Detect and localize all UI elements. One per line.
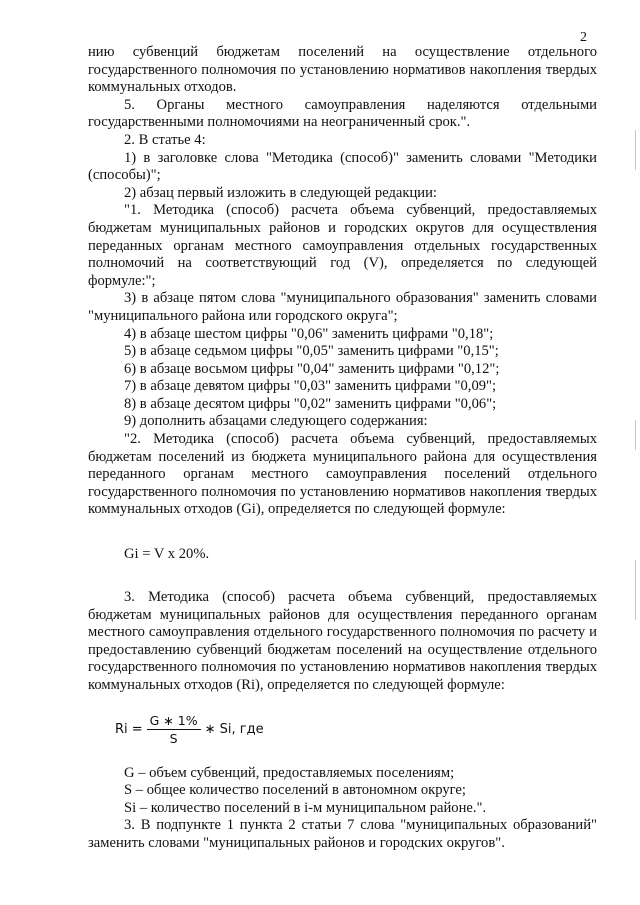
paragraph-item-5: 5. Органы местного самоуправления наделяются отдельными государственными полномочиями на неограниченный срок.". bbox=[88, 96, 597, 131]
scan-edge-mark bbox=[635, 560, 636, 620]
paragraph-continuation: нию субвенций бюджетам поселений на осуществление отдельного государственного полномочия по установлению нормативов накопления твердых коммунальных отходов. bbox=[88, 44, 597, 96]
definition-g: G – объем субвенций, предоставляемых поселениям; bbox=[124, 764, 455, 781]
paragraph-sub-9: 9) дополнить абзацами следующего содержания: bbox=[124, 413, 428, 430]
formula-gi: Gi = V x 20%. bbox=[124, 546, 210, 563]
paragraph-sub-4: 4) в абзаце шестом цифры "0,06" заменить цифрами "0,18"; bbox=[124, 325, 494, 342]
definition-si: Si – количество поселений в i-м муниципальном районе.". bbox=[124, 799, 487, 816]
paragraph-method-3: 3. Методика (способ) расчета объема субвенций, предоставляемых бюджетам муниципальных районов для осуществления переданного органам местного самоуправления отдельного государственного полномочия по расчету и предоставлению субвенций бюджетам поселений на осуществление отдельного государственного полномочия по установлению нормативов накопления твердых коммунальных отходов (Ri), определяется по следующей формуле: bbox=[88, 589, 597, 693]
document-body bbox=[88, 44, 597, 853]
page-number: 2 bbox=[580, 30, 587, 45]
paragraph-article-7: 3. В подпункте 1 пункта 2 статьи 7 слова "муниципальных образований" заменить словами "муниципальных районов и городских округов". bbox=[88, 817, 597, 851]
paragraph-sub-2: 2) абзац первый изложить в следующей редакции: bbox=[124, 184, 437, 201]
formula-ri bbox=[115, 709, 597, 751]
formula-ri-rhs: ∗ Si, где bbox=[204, 722, 264, 738]
scan-edge-mark bbox=[635, 130, 636, 170]
paragraph-method-2: "2. Методика (способ) расчета объема субвенций, предоставляемых бюджетам поселений из бюджета муниципального района для осуществления переданного органам местного самоуправления поселений отдельного государственного полномочия по установлению нормативов накопления твердых коммунальных отходов (Gi), определяется по следующей формуле: bbox=[88, 431, 597, 518]
formula-ri-numerator: G ∗ 1% bbox=[147, 713, 201, 730]
formula-ri-denominator: S bbox=[169, 731, 178, 747]
paragraph-method-1: "1. Методика (способ) расчета объема субвенций, предоставляемых бюджетам муниципальных районов и городских округов для осуществления переданных органам местного самоуправления отдельных государственных полномочий на соответствующий год (V), определяется по следующей формуле:"; bbox=[88, 202, 597, 289]
paragraph-sub-8: 8) в абзаце десятом цифры "0,02" заменить цифрами "0,06"; bbox=[124, 395, 497, 412]
paragraph-sub-5: 5) в абзаце седьмом цифры "0,05" заменить цифрами "0,15"; bbox=[124, 343, 499, 360]
definition-s: S – общее количество поселений в автономном округе; bbox=[124, 782, 466, 799]
formula-ri-fraction bbox=[147, 713, 201, 746]
paragraph-sub-3: 3) в абзаце пятом слова "муниципального образования" заменить словами "муниципального района или городского округа"; bbox=[88, 290, 597, 324]
paragraph-sub-7: 7) в абзаце девятом цифры "0,03" заменить цифрами "0,09"; bbox=[124, 378, 497, 395]
scan-edge-mark bbox=[635, 420, 636, 450]
paragraph-sub-1: 1) в заголовке слова "Методика (способ)" заменить словами "Методики (способы)"; bbox=[88, 149, 597, 184]
paragraph-sub-6: 6) в абзаце восьмом цифры "0,04" заменить цифрами "0,12"; bbox=[124, 360, 500, 377]
paragraph-article-4: 2. В статье 4: bbox=[124, 131, 206, 148]
formula-ri-lhs: Ri = bbox=[115, 722, 143, 738]
